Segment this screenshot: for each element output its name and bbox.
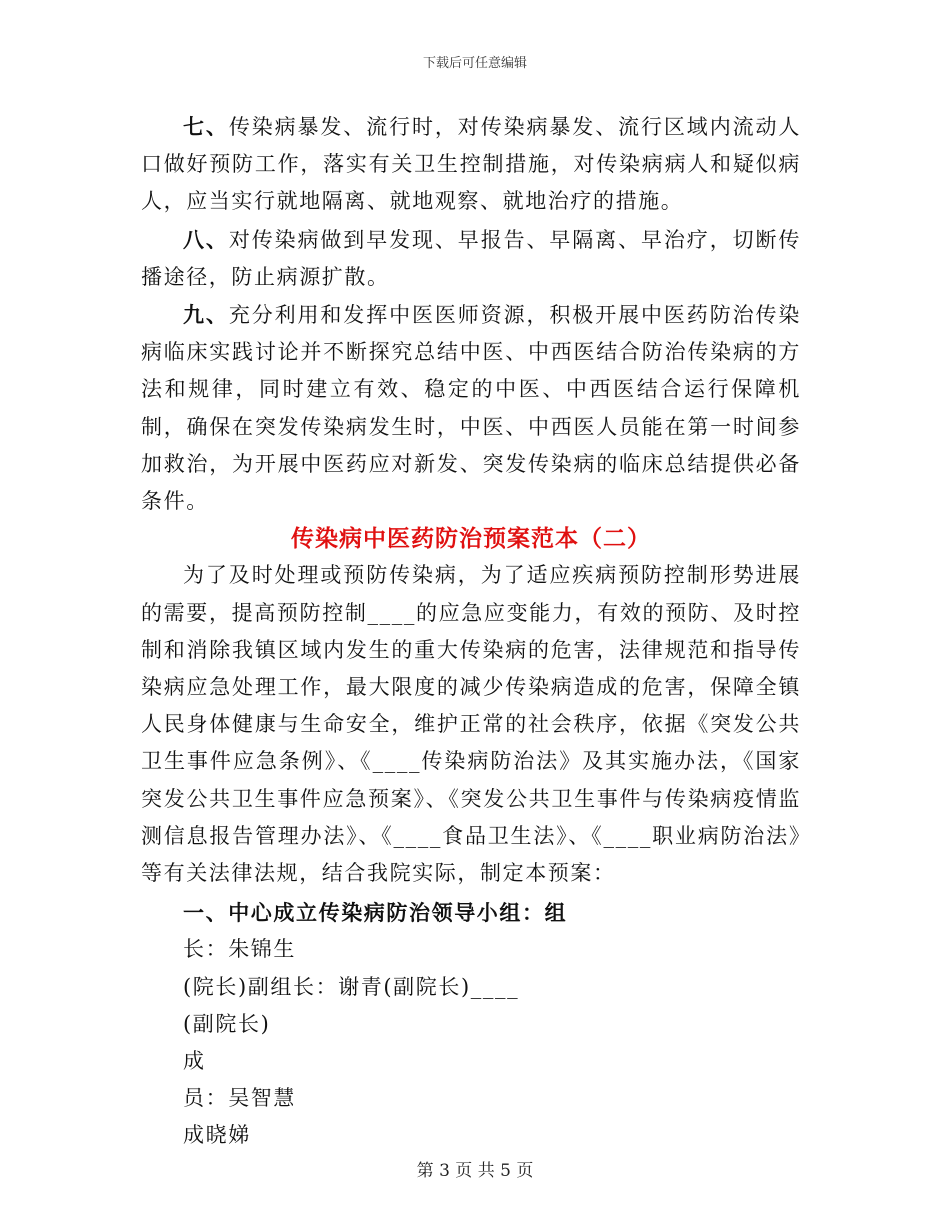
item-8-text: 对传染病做到早发现、早报告、早隔离、早治疗，切断传播途径，防止病源扩散。: [141, 227, 802, 289]
member-line: (副院长): [183, 1011, 271, 1036]
member-line: 成晓娣: [183, 1123, 251, 1148]
item-7-text: 传染病暴发、流行时，对传染病暴发、流行区域内流动人口做好预防工作，落实有关卫生控制措施，对传染病病人和疑似病人，应当实行就地隔离、就地观察、就地治疗的措施。: [141, 115, 802, 214]
item-9-lead: 九、: [183, 302, 229, 328]
member-line: (院长)副组长：谢青(副院长)____: [183, 974, 520, 999]
header-note: 下载后可任意编辑: [422, 56, 527, 71]
paragraph-item-7: [141, 108, 801, 221]
item-8-lead: 八、: [183, 226, 229, 252]
document-body: [141, 108, 801, 1155]
intro-paragraph: 为了及时处理或预防传染病，为了适应疾病预防控制形势进展的需要，提高预防控制____的应急应变能力，有效的预防、及时控制和消除我镇区域内发生的重大传染病的危害，法律规范和指导传染病应急处理工作，最大限度的减少传染病造成的危害，保障全镇人民身体健康与生命安全，维护正常的社会秩序，依据《突发公共卫生事件应急条例》、《____传染病防治法》及其实施办法，《国家突发公共卫生事件应急预案》、《突发公共卫生事件与传染病疫情监测信息报告管理办法》、《____食品卫生法》、《____职业病防治法》等有关法律法规，结合我院实际，制定本预案：: [141, 563, 801, 886]
paragraph-item-8: [141, 221, 801, 296]
sub-heading-leadership-group: 一、中心成立传染病防治领导小组：组: [183, 900, 568, 926]
section-title: 传染病中医药防治预案范本（二）: [291, 525, 651, 553]
member-line: 成: [183, 1049, 206, 1074]
member-line: 长：朱锦生: [183, 937, 296, 962]
item-9-text: 充分利用和发挥中医医师资源，积极开展中医药防治传染病临床实践讨论并不断探究总结中医、中西医结合防治传染病的方法和规律，同时建立有效、稳定的中医、中西医结合运行保障机制，确保在突发传染病发生时，中医、中西医人员能在第一时间参加救治，为开展中医药应对新发、突发传染病的临床总结提供必备条件。: [141, 303, 802, 514]
member-line: 员：吴智慧: [183, 1086, 296, 1111]
paragraph-item-9: [141, 296, 801, 520]
page-number-footer: 第 3 页 共 5 页: [416, 1161, 534, 1181]
item-7-lead: 七、: [183, 114, 229, 139]
